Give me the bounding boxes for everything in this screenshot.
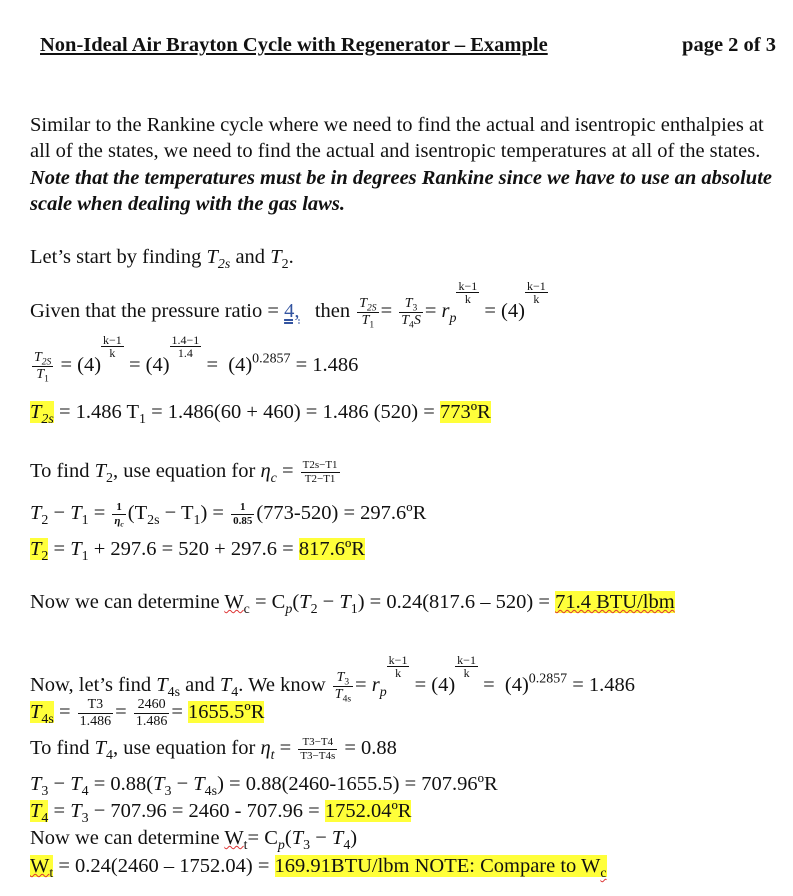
ratio-result: = 1.486 <box>295 354 359 376</box>
wt-lead: Now we can determine <box>30 827 225 849</box>
eta-c-lead: To find <box>30 460 95 482</box>
exponent-fraction: $\frac{k-1}{k}$ <box>458 279 478 306</box>
t4s-know: . We know <box>238 674 331 696</box>
t3-over-t4s-fraction: $\frac{T_3}{T_4S}$ <box>401 295 421 331</box>
pressure-ratio-value: 4, <box>284 300 300 322</box>
exponent-fraction-2: $\frac{k-1}{k}$ <box>526 279 546 306</box>
eta-c-line: To find $T_2$, use equation for $\eta_c$ = $\frac{T2s-T1}{T2-T1}$ <box>30 458 338 486</box>
t2-diff-rhs: (773-520) = 297.6ºR <box>256 502 427 524</box>
t4s-base: (4) <box>431 674 456 696</box>
t2s-rhs2: = 1.486(60 + 460) = 1.486 (520) = <box>146 401 440 423</box>
wt-line: Now we can determine $W_t= C_p(T_3 - T_4)$ <box>30 827 358 853</box>
ratio-base-2: (4) <box>145 354 170 376</box>
exp-k: $\frac{k-1}{k}$ <box>103 333 122 360</box>
t2s-over-t1-fraction: $\frac{T_{2S}}{T_1}$ <box>359 295 377 331</box>
intro-paragraph <box>30 112 782 218</box>
intro-emphasis: Note that the temperatures must be in degrees Rankine since we have to use an absolute scale when dealing with the gas laws. <box>30 166 773 216</box>
t2s-label: $T_{2s}$ <box>30 401 54 427</box>
pressure-ratio-line: Given that the pressure ratio = 4, then $\frac{T_{2S}}{T_1}$ = $\frac{T_3}{T_4S}$ = $r_p$ $\frac{k-1}{k}$ = (4) $\frac{k-1}{k}$ <box>30 279 546 331</box>
pow-base: (4) <box>228 354 253 376</box>
pow-exponent: 0.2857 <box>252 351 291 367</box>
t2-diff-mid: (T <box>127 502 148 524</box>
t4-diff-rhs: = 0.88(2460-1655.5) = 707.96ºR <box>223 773 498 795</box>
wt-final-rhs: = 0.24(2460 – 1752.04) = <box>53 855 275 877</box>
wt-final-line <box>30 853 607 879</box>
eta-t-value: = 0.88 <box>344 737 397 759</box>
one-over-eta: $\frac{1}{\eta_c}$ <box>114 500 124 529</box>
wc-mid2: = 0.24(817.6 – 520) = <box>364 591 556 613</box>
wt-mid: = C <box>247 827 278 849</box>
t4s-intro-line: Now, let’s find $T_{4s}$ and $T_4$. We know $\frac{T_3}{T_{4s}}$ = $r_p$ $\frac{k-1}{k}$ = (4) $\frac{k-1}{k}$ = $(4)^{0.2857} = 1.486$ <box>30 653 636 705</box>
t4-label: $T_4$ <box>30 800 49 826</box>
t2-label: $T_2$ <box>30 538 49 564</box>
intro-text: Similar to the Rankine cycle where we need to find the actual and isentropic enthalpies at all of the states, we need to find the actual and isentropic temperatures at all of the states. <box>30 114 764 163</box>
t4s-lead: Now, let’s find <box>30 674 157 696</box>
t2-diff-mid3: ) = <box>200 502 224 524</box>
t4s-exp-1: $\frac{k-1}{k}$ <box>388 653 408 680</box>
t2-line: $T_2 = T_1 + 297.6 = 520 + 297.6$ = 817.6ºR <box>30 538 365 564</box>
wt-final-answer: 169.91BTU/lbm NOTE: Compare to $W_c$ <box>274 855 607 881</box>
t4-rhs: − 707.96 = 2460 - 707.96 = <box>88 800 325 822</box>
start-line: Let’s start by finding $T_{2s}$ and $T_2$. <box>30 246 294 272</box>
t4s-exp-2: $\frac{k-1}{k}$ <box>457 653 476 680</box>
start-text-a: Let’s start by finding <box>30 246 207 268</box>
eta-t-line: To find $T_4$, use equation for $\eta_t$ = $\frac{T3-T4}{T3-T4s}$ = 0.88 <box>30 735 397 763</box>
t3-over-1486: $\frac{T3}{1.486}$ <box>79 697 112 729</box>
ratio-calc-line: $\frac{T_{2S}}{T_1}$ = (4) $\frac{k-1}{k}$ = (4) $\frac{1.4-1}{1.4}$ = $(4)^{0.2857} = 1.486$ <box>34 333 359 385</box>
start-text-c: . <box>288 246 294 268</box>
wc-line: Now we can determine $W_c = C_p(T_2 - T_1) = 0.24(817.6 - 520) = 71.4$ BTU/lbm <box>30 591 675 617</box>
t4s-label: $T_{4s}$ <box>30 701 54 728</box>
t4-line: $T_4 = T_3 - 707.96 = 2460 - 707.96$ = 1752.04ºR <box>30 800 412 826</box>
pressure-base: (4) <box>501 300 525 322</box>
document-title: Non-Ideal Air Brayton Cycle with Regenerator – Example <box>40 34 548 56</box>
t4s-line: $T_{4s}$ = $\frac{T3}{1.486}$ = $\frac{2460}{1.486}$ = 1655.5ºR <box>30 697 265 729</box>
t4s-and: and <box>180 674 220 696</box>
t2-answer: 817.6ºR <box>298 538 365 560</box>
t2-diff-mid2: − T <box>159 502 194 524</box>
t4-diff-line: $T_3 - T_4 = 0.88(T_3 - T_{4s}) = 0.88(2460-1655.5)$ = 707.96ºR <box>30 773 498 799</box>
wc-mid: = C <box>254 591 286 613</box>
t4s-result: = 1.486 <box>567 674 636 696</box>
pressure-lead: Given that the pressure ratio = <box>30 300 285 322</box>
2460-over-1486: $\frac{2460}{1.486}$ <box>135 697 168 729</box>
t2s-rhs: = 1.486 T <box>58 401 140 423</box>
t4-answer: 1752.04ºR <box>324 800 412 822</box>
wc-lead: Now we can determine <box>30 591 225 613</box>
wc-answer: 71.4 BTU/lbm <box>555 591 675 613</box>
one-over-085: $\frac{1}{0.85}$ <box>233 500 253 527</box>
t4s-pow-exp: 0.2857 <box>528 671 568 687</box>
wt-final-symbol: $W_t$ <box>30 855 54 881</box>
pressure-then: then <box>314 300 351 322</box>
t2-rhs: + 297.6 = 520 + 297.6 = <box>88 538 299 560</box>
t2s-line: $T_{2s} = 1.486$ $T_1 = 1.486(60 + 460) = 1.486$ (520) = 773ºR <box>30 401 491 427</box>
wc-symbol: $W_c$ <box>224 591 250 617</box>
t2s-answer: 773ºR <box>439 401 491 423</box>
exp-numeric: $\frac{1.4-1}{1.4}$ <box>171 333 200 360</box>
eta-t-lead: To find <box>30 737 95 759</box>
ratio-base-1: (4) <box>77 354 102 376</box>
t2s-t1-ratio: $\frac{T_{2S}}{T_1}$ <box>34 349 52 385</box>
eta-t-fraction: $\frac{T3-T4}{T3-T4s}$ <box>300 735 336 762</box>
eta-c-fraction: $\frac{T2s-T1}{T2-T1}$ <box>302 458 338 485</box>
t3-over-t4s: $\frac{T_3}{T_{4s}}$ <box>334 669 352 705</box>
eta-c-mid: , use equation for <box>113 460 261 482</box>
page-header <box>40 34 776 57</box>
page-number: page 2 of 3 <box>682 34 776 56</box>
start-text-b: and <box>230 246 271 268</box>
t2-diff-line: $T_2 - T_1$ = $\frac{1}{\eta_c}$ $(T_{2s} - T_1)$ = $\frac{1}{0.85}$ (773-520) = 297.6ºR <box>30 500 427 529</box>
eta-t-mid: , use equation for <box>113 737 261 759</box>
t4s-answer: 1655.5ºR <box>188 701 265 724</box>
t4s-base-2: (4) <box>504 674 529 696</box>
wt-symbol: $W_t$ <box>224 827 248 853</box>
